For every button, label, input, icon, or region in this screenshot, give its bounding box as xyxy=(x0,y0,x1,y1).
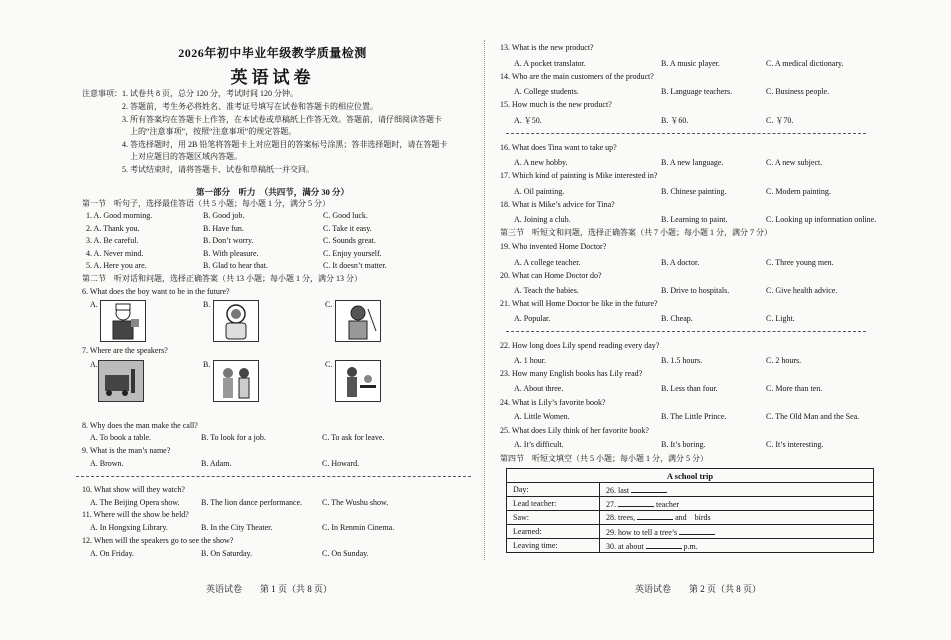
q23-question: 23. How many English books has Lily read? xyxy=(500,369,643,378)
q19-option-c: C. Three young men. xyxy=(766,258,834,267)
q24-option-b: B. The Little Prince. xyxy=(661,412,727,421)
q21-option-b: B. Cheap. xyxy=(661,314,693,323)
part1-heading: 第一部分 听力 （共四节，满分 30 分） xyxy=(195,187,349,197)
q19-option-b: B. A doctor. xyxy=(661,258,700,267)
q15-option-a: A. ￥50. xyxy=(514,116,542,125)
table-row xyxy=(507,497,874,511)
q25-option-c: C. It’s interesting. xyxy=(766,440,824,449)
q9-option-b: B. Adam. xyxy=(201,459,232,468)
q18-option-c: C. Looking up information online. xyxy=(766,215,877,224)
q7-image-c-restaurant xyxy=(335,360,381,402)
row-key: Saw: xyxy=(507,511,600,525)
section-divider xyxy=(506,331,866,332)
q6-label-b: B. xyxy=(203,300,211,309)
q22-option-c: C. 2 hours. xyxy=(766,356,802,365)
q10-option-c: C. The Wushu show. xyxy=(322,498,389,507)
q18-question: 18. What is Mike’s advice for Tina? xyxy=(500,200,615,209)
q12-option-b: B. On Saturday. xyxy=(201,549,253,558)
q7-label-b: B. xyxy=(203,360,211,369)
q20-option-a: A. Teach the babies. xyxy=(514,286,579,295)
q22-question: 22. How long does Lily spend reading every day? xyxy=(500,341,660,350)
q5-option-c: C. It doesn’t matter. xyxy=(323,261,387,270)
exam-subject-title: 英语试卷 xyxy=(230,68,315,87)
restaurant-illustration xyxy=(336,361,380,401)
q10-option-b: B. The lion dance performance. xyxy=(201,498,303,507)
q22-option-b: B. 1.5 hours. xyxy=(661,356,703,365)
q15-option-b: B. ￥60. xyxy=(661,116,689,125)
row-key: Learned: xyxy=(507,525,600,539)
note-line: 3. 所有答案均在答题卡上作答，在本试卷或草稿纸上作答无效。答题前，请仔细阅读答题卡 xyxy=(122,115,442,124)
q6-image-a-chef xyxy=(100,300,146,342)
q4-option-b: B. With pleasure. xyxy=(203,249,259,258)
page-footer: 英语试卷 第 1 页（共 8 页） xyxy=(206,584,333,594)
page-divider xyxy=(484,40,485,560)
row-key: Leaving time: xyxy=(507,539,600,553)
q6-label-c: C. xyxy=(325,300,333,309)
q21-option-c: C. Light. xyxy=(766,314,795,323)
q12-option-a: A. On Friday. xyxy=(90,549,134,558)
blank-29 xyxy=(679,527,715,535)
q6-image-c-teacher xyxy=(335,300,381,342)
school-trip-table xyxy=(506,468,874,553)
q11-question: 11. Where will the show be held? xyxy=(82,510,189,519)
q24-option-a: A. Little Women. xyxy=(514,412,570,421)
note-line: 5. 考试结束时，请将答题卡、试卷和草稿纸一并交回。 xyxy=(122,165,314,174)
q11-option-b: B. In the City Theater. xyxy=(201,523,273,532)
note-line: 上对应题目的答题区域内答题。 xyxy=(130,152,242,161)
table-row xyxy=(507,483,874,497)
q7-label-c: C. xyxy=(325,360,333,369)
chef-illustration xyxy=(101,301,145,341)
q3-option-b: B. Don’t worry. xyxy=(203,236,254,245)
q13-question: 13. What is the new product? xyxy=(500,43,594,52)
blank-28 xyxy=(637,512,673,520)
q11-option-c: C. In Renmin Cinema. xyxy=(322,523,395,532)
note-line: 上的“注意事项”，按照“注意事项”的规定答题。 xyxy=(130,127,297,136)
exam-page-1 xyxy=(70,0,475,600)
note-line: 2. 答题前，考生务必将姓名、准考证号填写在试卷和答题卡的相应位置。 xyxy=(122,102,378,111)
row-prefix: 28. trees, xyxy=(606,513,636,522)
q13-option-b: B. A music player. xyxy=(661,59,720,68)
q18-option-a: A. Joining a club. xyxy=(514,215,571,224)
q7-image-b-clinic xyxy=(213,360,259,402)
q17-option-c: C. Modern painting. xyxy=(766,187,831,196)
row-value xyxy=(600,525,874,539)
table-header-row xyxy=(507,469,874,483)
note-line: 注意事项：1. 试卷共 8 页，总分 120 分，考试时间 120 分钟。 xyxy=(82,89,298,98)
q8-option-c: C. To ask for leave. xyxy=(322,433,385,442)
q20-option-c: C. Give health advice. xyxy=(766,286,838,295)
teacher-illustration xyxy=(336,301,380,341)
q9-question: 9. What is the man’s name? xyxy=(82,446,171,455)
q4-option-a: 4. A. Never mind. xyxy=(86,249,144,258)
row-suffix: teacher xyxy=(656,499,680,509)
q21-option-a: A. Popular. xyxy=(514,314,551,323)
q20-option-b: B. Drive to hospitals. xyxy=(661,286,730,295)
q12-option-c: C. On Sunday. xyxy=(322,549,369,558)
q5-option-b: B. Glad to hear that. xyxy=(203,261,268,270)
q22-option-a: A. 1 hour. xyxy=(514,356,546,365)
q15-option-c: C. ￥70. xyxy=(766,116,794,125)
exam-page-2 xyxy=(500,0,875,600)
q9-option-a: A. Brown. xyxy=(90,459,124,468)
q23-option-a: A. About three. xyxy=(514,384,564,393)
row-value xyxy=(600,511,874,525)
section4-heading: 第四节 听短文填空（共 5 小题；每小题 1 分，满分 5 分） xyxy=(500,454,708,463)
row-prefix: 26. last xyxy=(606,485,630,495)
q16-option-c: C. A new subject. xyxy=(766,158,823,167)
row-key: Day: xyxy=(507,483,600,497)
q23-option-c: C. More than ten. xyxy=(766,384,823,393)
q15-question: 15. How much is the new product? xyxy=(500,100,612,109)
q17-question: 17. Which kind of painting is Mike interested in? xyxy=(500,171,658,180)
section3-heading: 第三节 听短文和问题，选择正确答案（共 7 小题；每小题 1 分，满分 7 分） xyxy=(500,228,772,237)
q2-option-c: C. Take it easy. xyxy=(323,224,372,233)
row-prefix: 30. at about xyxy=(606,541,644,551)
q13-option-c: C. A medical dictionary. xyxy=(766,59,844,68)
q10-question: 10. What show will they watch? xyxy=(82,485,185,494)
street-scene-illustration xyxy=(99,361,143,401)
q5-option-a: 5. A. Here you are. xyxy=(86,261,147,270)
q25-option-b: B. It’s boring. xyxy=(661,440,706,449)
q21-question: 21. What will Home Doctor be like in the future? xyxy=(500,299,658,308)
q24-question: 24. What is Lily’s favorite book? xyxy=(500,398,606,407)
q14-option-c: C. Business people. xyxy=(766,87,830,96)
section1-heading: 第一节 听句子，选择最佳答语（共 5 小题；每小题 1 分，满分 5 分） xyxy=(82,199,330,208)
row-suffix: p.m. xyxy=(683,541,698,551)
row-prefix: 27. xyxy=(606,499,616,509)
q8-option-b: B. To look for a job. xyxy=(201,433,266,442)
q11-option-a: A. In Hongxing Library. xyxy=(90,523,168,532)
q4-option-c: C. Enjoy yourself. xyxy=(323,249,382,258)
clinic-illustration xyxy=(214,361,258,401)
blank-30 xyxy=(646,541,682,549)
q2-option-a: 2. A. Thank you. xyxy=(86,224,140,233)
q7-image-a-street xyxy=(98,360,144,402)
row-value xyxy=(600,497,874,511)
section-divider xyxy=(506,133,866,134)
q23-option-b: B. Less than four. xyxy=(661,384,718,393)
q14-option-a: A. College students. xyxy=(514,87,579,96)
astronaut-illustration xyxy=(214,301,258,341)
section2-heading: 第二节 听对话和问题，选择正确答案（共 13 小题；每小题 1 分，满分 13 分） xyxy=(82,274,362,283)
blank-26 xyxy=(631,485,667,493)
q20-question: 20. What can Home Doctor do? xyxy=(500,271,602,280)
q24-option-c: C. The Old Man and the Sea. xyxy=(766,412,860,421)
q25-option-a: A. It’s difficult. xyxy=(514,440,564,449)
q13-option-a: A. A pocket translator. xyxy=(514,59,586,68)
q16-option-b: B. A new language. xyxy=(661,158,724,167)
q19-question: 19. Who invented Home Doctor? xyxy=(500,242,607,251)
page-footer: 英语试卷 第 2 页（共 8 页） xyxy=(635,584,762,594)
q2-option-b: B. Have fun. xyxy=(203,224,244,233)
q6-image-b-astronaut xyxy=(213,300,259,342)
q7-question: 7. Where are the speakers? xyxy=(82,346,168,355)
q19-option-a: A. A college teacher. xyxy=(514,258,581,267)
row-prefix: 29. how to tell a tree’s xyxy=(606,527,678,537)
q1-option-b: B. Good job. xyxy=(203,211,245,220)
q17-option-a: A. Oil painting. xyxy=(514,187,565,196)
q10-option-a: A. The Beijing Opera show. xyxy=(90,498,180,507)
q14-option-b: B. Language teachers. xyxy=(661,87,733,96)
q16-option-a: A. A new hobby. xyxy=(514,158,568,167)
table-row xyxy=(507,511,874,525)
section-divider xyxy=(76,476,471,477)
table-row xyxy=(507,525,874,539)
q7-label-a: A. xyxy=(90,360,98,369)
blank-27 xyxy=(618,499,654,507)
q17-option-b: B. Chinese painting. xyxy=(661,187,727,196)
row-value xyxy=(600,483,874,497)
row-suffix: and birds xyxy=(675,513,711,522)
q1-option-a: 1. A. Good morning. xyxy=(86,211,153,220)
table-title: A school trip xyxy=(507,469,874,483)
exam-title: 2026年初中毕业年级教学质量检测 xyxy=(178,46,367,60)
q3-option-c: C. Sounds great. xyxy=(323,236,376,245)
q8-option-a: A. To book a table. xyxy=(90,433,152,442)
q25-question: 25. What does Lily think of her favorite book? xyxy=(500,426,649,435)
q18-option-b: B. Learning to paint. xyxy=(661,215,728,224)
q16-question: 16. What does Tina want to take up? xyxy=(500,143,617,152)
q14-question: 14. Who are the main customers of the product? xyxy=(500,72,654,81)
row-value xyxy=(600,539,874,553)
q8-question: 8. Why does the man make the call? xyxy=(82,421,198,430)
q6-label-a: A. xyxy=(90,300,98,309)
note-line: 4. 答选择题时，用 2B 铅笔将答题卡上对应题目的答案标号涂黑；答非选择题时，请在答题卡 xyxy=(122,140,448,149)
q12-question: 12. When will the speakers go to see the show? xyxy=(82,536,234,545)
q3-option-a: 3. A. Be careful. xyxy=(86,236,139,245)
q1-option-c: C. Good luck. xyxy=(323,211,368,220)
q9-option-c: C. Howard. xyxy=(322,459,360,468)
row-key: Lead teacher: xyxy=(507,497,600,511)
table-row xyxy=(507,539,874,553)
q6-question: 6. What does the boy want to be in the future? xyxy=(82,287,230,296)
